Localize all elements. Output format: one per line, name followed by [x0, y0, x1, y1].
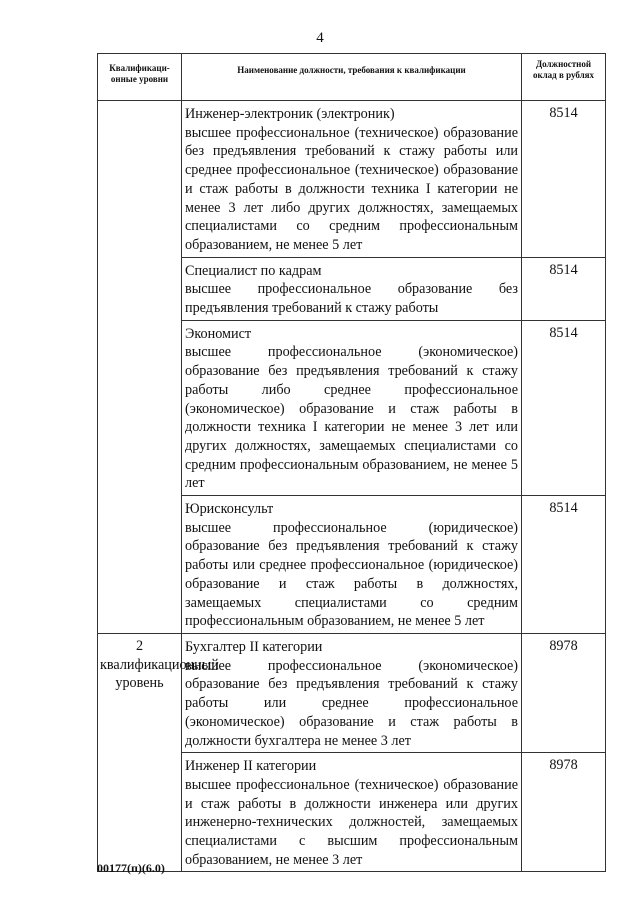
position-requirements: высшее профессиональное (экономическое) образование без предъявления требований к стажу работы или среднее профессиональное (экономическое) образование и стаж работы в должности бухгалтера не менее 3 лет: [185, 657, 518, 749]
position-cell: [182, 496, 522, 634]
header-position: Наименование должности, требования к квалификации: [182, 54, 522, 101]
position-cell: [182, 257, 522, 320]
header-salary: Должностной оклад в рублях: [522, 54, 606, 101]
position-title: Специалист по кадрам: [185, 262, 322, 279]
position-cell: [182, 101, 522, 258]
table-row: [98, 633, 606, 752]
position-title: Экономист: [185, 325, 252, 342]
document-code: 00177(п)(6.0): [97, 861, 165, 875]
position-requirements: высшее профессиональное (экономическое) образование без предъявления требований к стажу работы либо среднее профессиональное (экономическое) образование и стаж работы в должности техника I категории не менее 3 лет или других должностях, замещаемых специалистами со средним профессиональным образованием, не менее 5 лет: [185, 344, 518, 492]
table-row: [98, 101, 606, 258]
qualification-table: [97, 53, 606, 872]
salary-cell: 8514: [522, 257, 606, 320]
page-number: 4: [316, 30, 324, 46]
header-level: Квалификаци-онные уровни: [98, 54, 182, 101]
position-title: Юрисконсульт: [185, 501, 274, 518]
position-cell: [182, 753, 522, 872]
salary-cell: 8978: [522, 753, 606, 872]
position-requirements: высшее профессиональное образование без предъявления требований к стажу работы: [185, 281, 518, 317]
salary-cell: 8514: [522, 320, 606, 495]
position-title: Бухгалтер II категории: [185, 638, 323, 655]
position-cell: [182, 633, 522, 752]
level-cell: [98, 101, 182, 634]
position-title: Инженер II категории: [185, 758, 317, 775]
position-requirements: высшее профессиональное (техническое) образование без предъявления требований к стажу работы или среднее профессиональное (техническое) образование и стаж работы в должности техника I категории не менее 3 лет либо других должностях, замещаемых специалистами со средним профессиональным образованием, не менее 5 лет: [185, 124, 518, 253]
table-header-row: [98, 54, 606, 101]
salary-cell: 8978: [522, 633, 606, 752]
salary-cell: 8514: [522, 496, 606, 634]
position-requirements: высшее профессиональное (техническое) образование и стаж работы в должности инженера или других инженерно-технических должностей, замещаемых специалистами с высшим профессиональным образованием, не менее 3 лет: [185, 776, 518, 868]
position-cell: [182, 320, 522, 495]
position-requirements: высшее профессиональное (юридическое) образование без предъявления требований к стажу работы или среднее профессиональное (юридическое) образование и стаж работы в должностях, замещаемых специалистами со средним профессиональным образованием, не менее 5 лет: [185, 519, 518, 630]
position-title: Инженер-электроник (электроник): [185, 106, 395, 122]
salary-cell: 8514: [522, 101, 606, 258]
level-cell: 2 квалификационный уровень: [98, 633, 182, 871]
